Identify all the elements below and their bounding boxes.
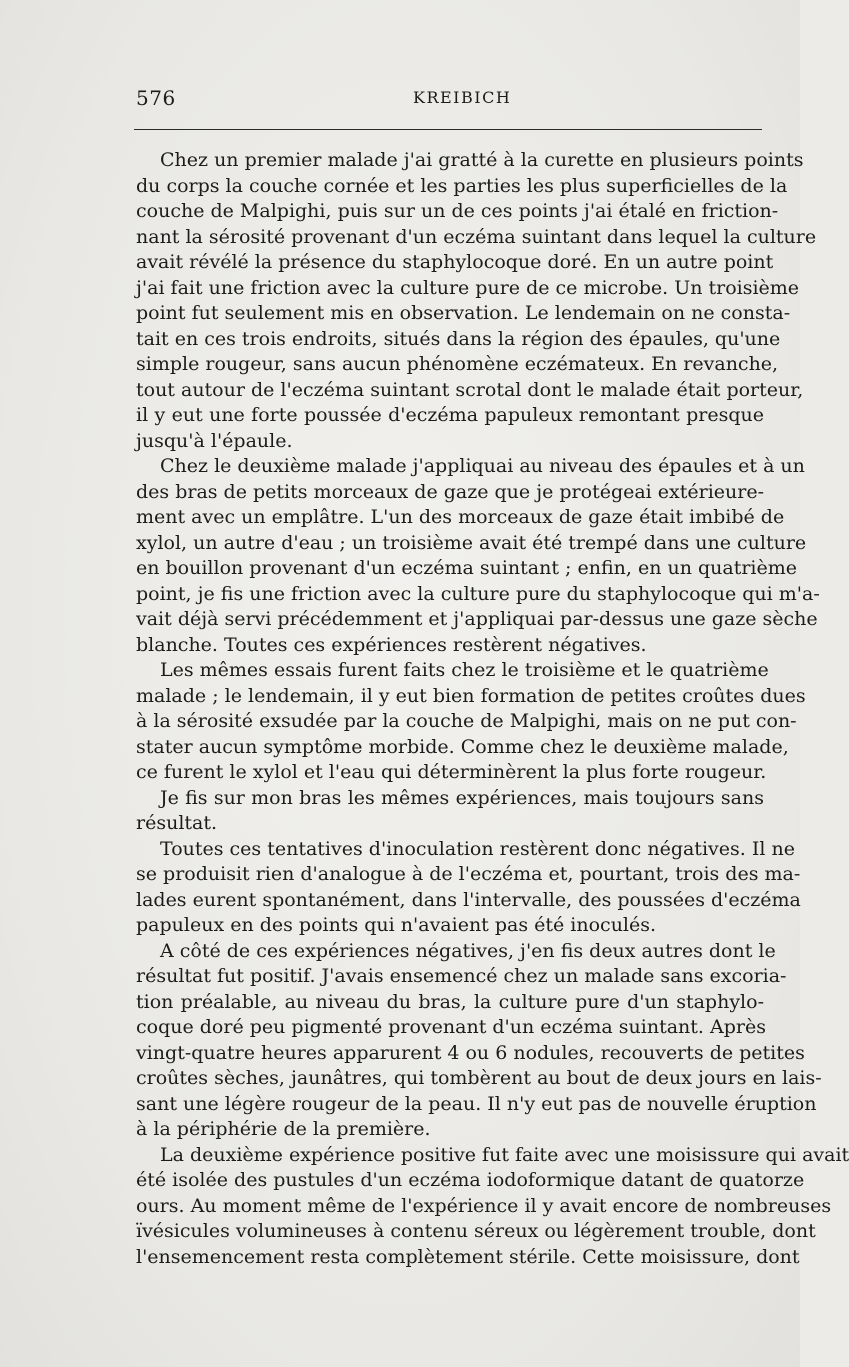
text-line: du corps la couche cornée et les parties les plus superficielles de la [136, 174, 788, 197]
text-line: ment avec un emplâtre. L'un des morceaux de gaze était imbibé de [136, 506, 785, 528]
body-text [136, 148, 849, 1270]
text-line: Chez le deuxième malade j'appliquai au niveau des épaules et à un [160, 455, 805, 477]
text-line: vingt-quatre heures apparurent 4 ou 6 nodules, recouverts de petites [136, 1041, 805, 1064]
text-line: Chez un premier malade j'ai gratté à la curette en plusieurs points [160, 149, 804, 171]
text-line: Les mêmes essais furent faits chez le troisième et le quatrième [160, 659, 769, 681]
text-line: ce furent le xylol et l'eau qui déterminèrent la plus forte rougeur. [136, 761, 767, 783]
text-line: à la sérosité exsudée par la couche de Malpighi, mais on ne put con- [136, 710, 797, 732]
text-line: été isolée des pustules d'un eczéma iodoformique datant de quatorze [136, 1169, 805, 1191]
text-line: croûtes sèches, jaunâtres, qui tombèrent au bout de deux jours en lais- [136, 1067, 822, 1089]
text-line: simple rougeur, sans aucun phénomène eczémateux. En revanche, [136, 353, 779, 375]
text-line: Toutes ces tentatives d'inoculation restèrent donc négatives. Il ne [160, 837, 795, 860]
text-line: A côté de ces expériences négatives, j'en fis deux autres dont le [160, 939, 776, 962]
running-head: KREIBICH [413, 88, 512, 107]
paragraph [136, 658, 806, 786]
text-line: Je fis sur mon bras les mêmes expériences, mais toujours sans [160, 786, 764, 809]
text-line: l'ensemencement resta complètement stérile. Cette moisissure, dont [136, 1245, 800, 1268]
text-line: résultat fut positif. J'avais ensemencé chez un malade sans excoria- [136, 965, 787, 987]
text-line: ïvésicules volumineuses à contenu séreux ou légèrement trouble, dont [136, 1220, 816, 1242]
text-line: La deuxième expérience positive fut faite avec une moisissure qui avait [160, 1143, 849, 1166]
text-line: nant la sérosité provenant d'un eczéma suintant dans lequel la culture [136, 225, 817, 248]
paragraph [136, 837, 801, 939]
text-line: tout autour de l'eczéma suintant scrotal dont le malade était porteur, [136, 378, 804, 401]
text-line: jusqu'à l'épaule. [136, 429, 293, 452]
text-line: papuleux en des points qui n'avaient pas été inoculés. [136, 914, 657, 936]
page-header [136, 86, 762, 116]
text-line: xylol, un autre d'eau ; un troisième avait été trempé dans une culture [136, 531, 807, 554]
text-line: tion préalable, au niveau du bras, la culture pure d'un staphylo- [136, 990, 764, 1013]
paragraph [136, 1143, 849, 1271]
text-line: stater aucun symptôme morbide. Comme chez le deuxième malade, [136, 735, 789, 758]
text-line: tait en ces trois endroits, situés dans la région des épaules, qu'une [136, 327, 781, 350]
header-rule [134, 129, 762, 130]
text-line: coque doré peu pigmenté provenant d'un eczéma suintant. Après [136, 1016, 766, 1038]
paragraph [136, 786, 764, 837]
text-line: sant une légère rougeur de la peau. Il n'y eut pas de nouvelle éruption [136, 1092, 817, 1115]
text-line: lades eurent spontanément, dans l'intervalle, des poussées d'eczéma [136, 888, 801, 911]
text-line: résultat. [136, 812, 218, 834]
paragraph [136, 454, 820, 658]
text-line: avait révélé la présence du staphylocoque doré. En un autre point [136, 251, 774, 273]
text-line: ours. Au moment même de l'expérience il y avait encore de nombreuses [136, 1194, 832, 1217]
text-line: point, je fis une friction avec la culture pure du staphylocoque qui m'a- [136, 582, 820, 605]
text-line: couche de Malpighi, puis sur un de ces points j'ai étalé en friction- [136, 200, 779, 222]
text-line: il y eut une forte poussée d'eczéma papuleux remontant presque [136, 404, 764, 426]
text-line: se produisit rien d'analogue à de l'eczéma et, pourtant, trois des ma- [136, 863, 801, 885]
text-line: des bras de petits morceaux de gaze que je protégeai extérieure- [136, 480, 765, 503]
text-line: point fut seulement mis en observation. Le lendemain on ne consta- [136, 302, 791, 324]
text-line: j'ai fait une friction avec la culture pure de ce microbe. Un troisième [136, 276, 800, 299]
text-line: malade ; le lendemain, il y eut bien formation de petites croûtes dues [136, 684, 806, 707]
page-number: 576 [136, 86, 176, 110]
paragraph [136, 939, 822, 1143]
paragraph [136, 148, 817, 454]
text-line: blanche. Toutes ces expériences restèrent négatives. [136, 633, 647, 656]
text-line: en bouillon provenant d'un eczéma suintant ; enfin, en un quatrième [136, 557, 798, 579]
text-line: vait déjà servi précédemment et j'appliquai par-dessus une gaze sèche [136, 608, 818, 630]
text-line: à la périphérie de la première. [136, 1118, 431, 1140]
